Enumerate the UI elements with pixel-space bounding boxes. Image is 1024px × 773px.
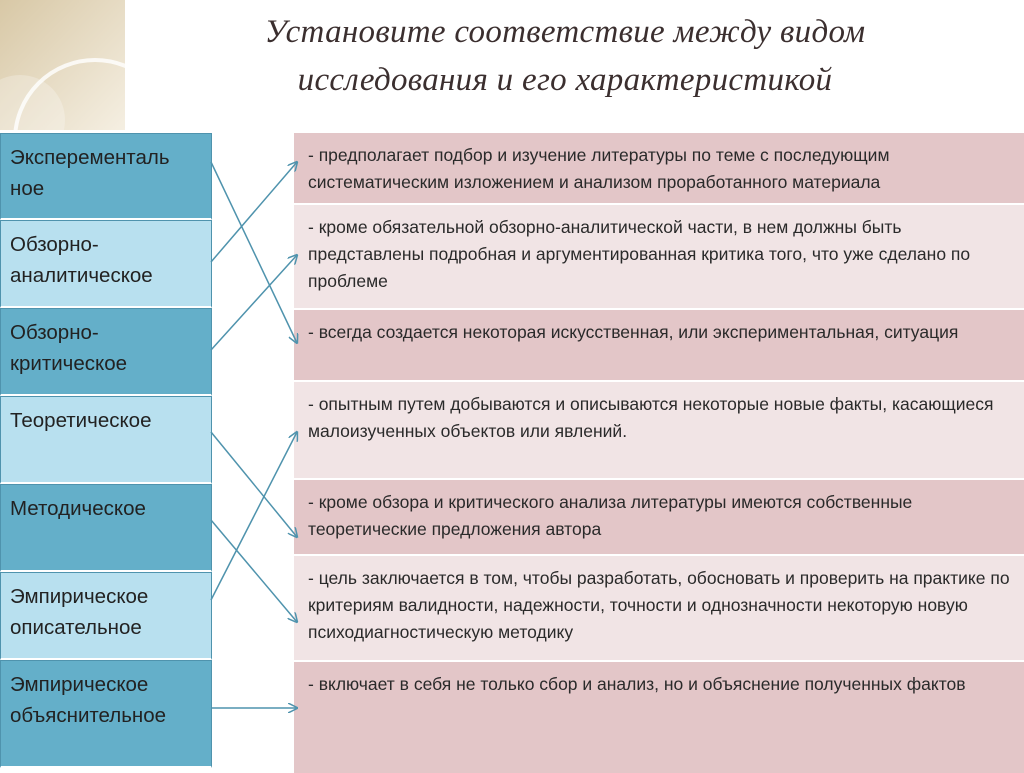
type-methodical: Методическое [0,484,212,572]
type-experimental: Эксперементаль ное [0,133,212,220]
characteristic-7: - включает в себя не только сбор и анализ, но и объяснение полученных фактов [294,662,1024,773]
characteristic-4: - опытным путем добываются и описываются некоторые новые факты, касающиеся малоизученных объектов или явлений. [294,382,1024,480]
connection-arrow-4 [211,432,297,537]
title-line-2: исследования и его характеристикой [297,62,833,98]
characteristic-2: - кроме обязательной обзорно-аналитической части, в нем должны быть представлены подробная и аргументированная критика того, что уже сделано по проблеме [294,205,1024,310]
type-empirical-explanatory: Эмпирическое объяснительное [0,660,212,768]
type-review-analytical: Обзорно-аналитическое [0,220,212,308]
type-theoretical: Теоретическое [0,396,212,484]
characteristic-6: - цель заключается в том, чтобы разработать, обосновать и проверить на практике по критериям валидности, надежности, точности и однозначности некоторую новую психодиагностическую методику [294,556,1024,662]
characteristic-1: - предполагает подбор и изучение литературы по теме с последующим систематическим изложением и анализом проработанного материала [294,133,1024,205]
characteristics-list [294,133,1024,773]
research-type-list [0,133,212,768]
title-line-1: Установите соответствие между видом [264,14,866,50]
connection-arrow-5 [211,520,297,622]
type-review-critical: Обзорно-критическое [0,308,212,396]
decorative-corner-ornament [0,0,125,130]
connection-arrow-1 [211,162,297,343]
characteristic-5: - кроме обзора и критического анализа литературы имеются собственные теоретические предложения автора [294,480,1024,556]
characteristic-3: - всегда создается некоторая искусственная, или экспериментальная, ситуация [294,310,1024,382]
connection-arrow-6 [211,432,297,600]
connection-arrow-3 [211,255,297,350]
type-empirical-descriptive: Эмпирическое описательное [0,572,212,660]
connection-arrow-2 [211,162,297,262]
slide-title [150,8,980,104]
